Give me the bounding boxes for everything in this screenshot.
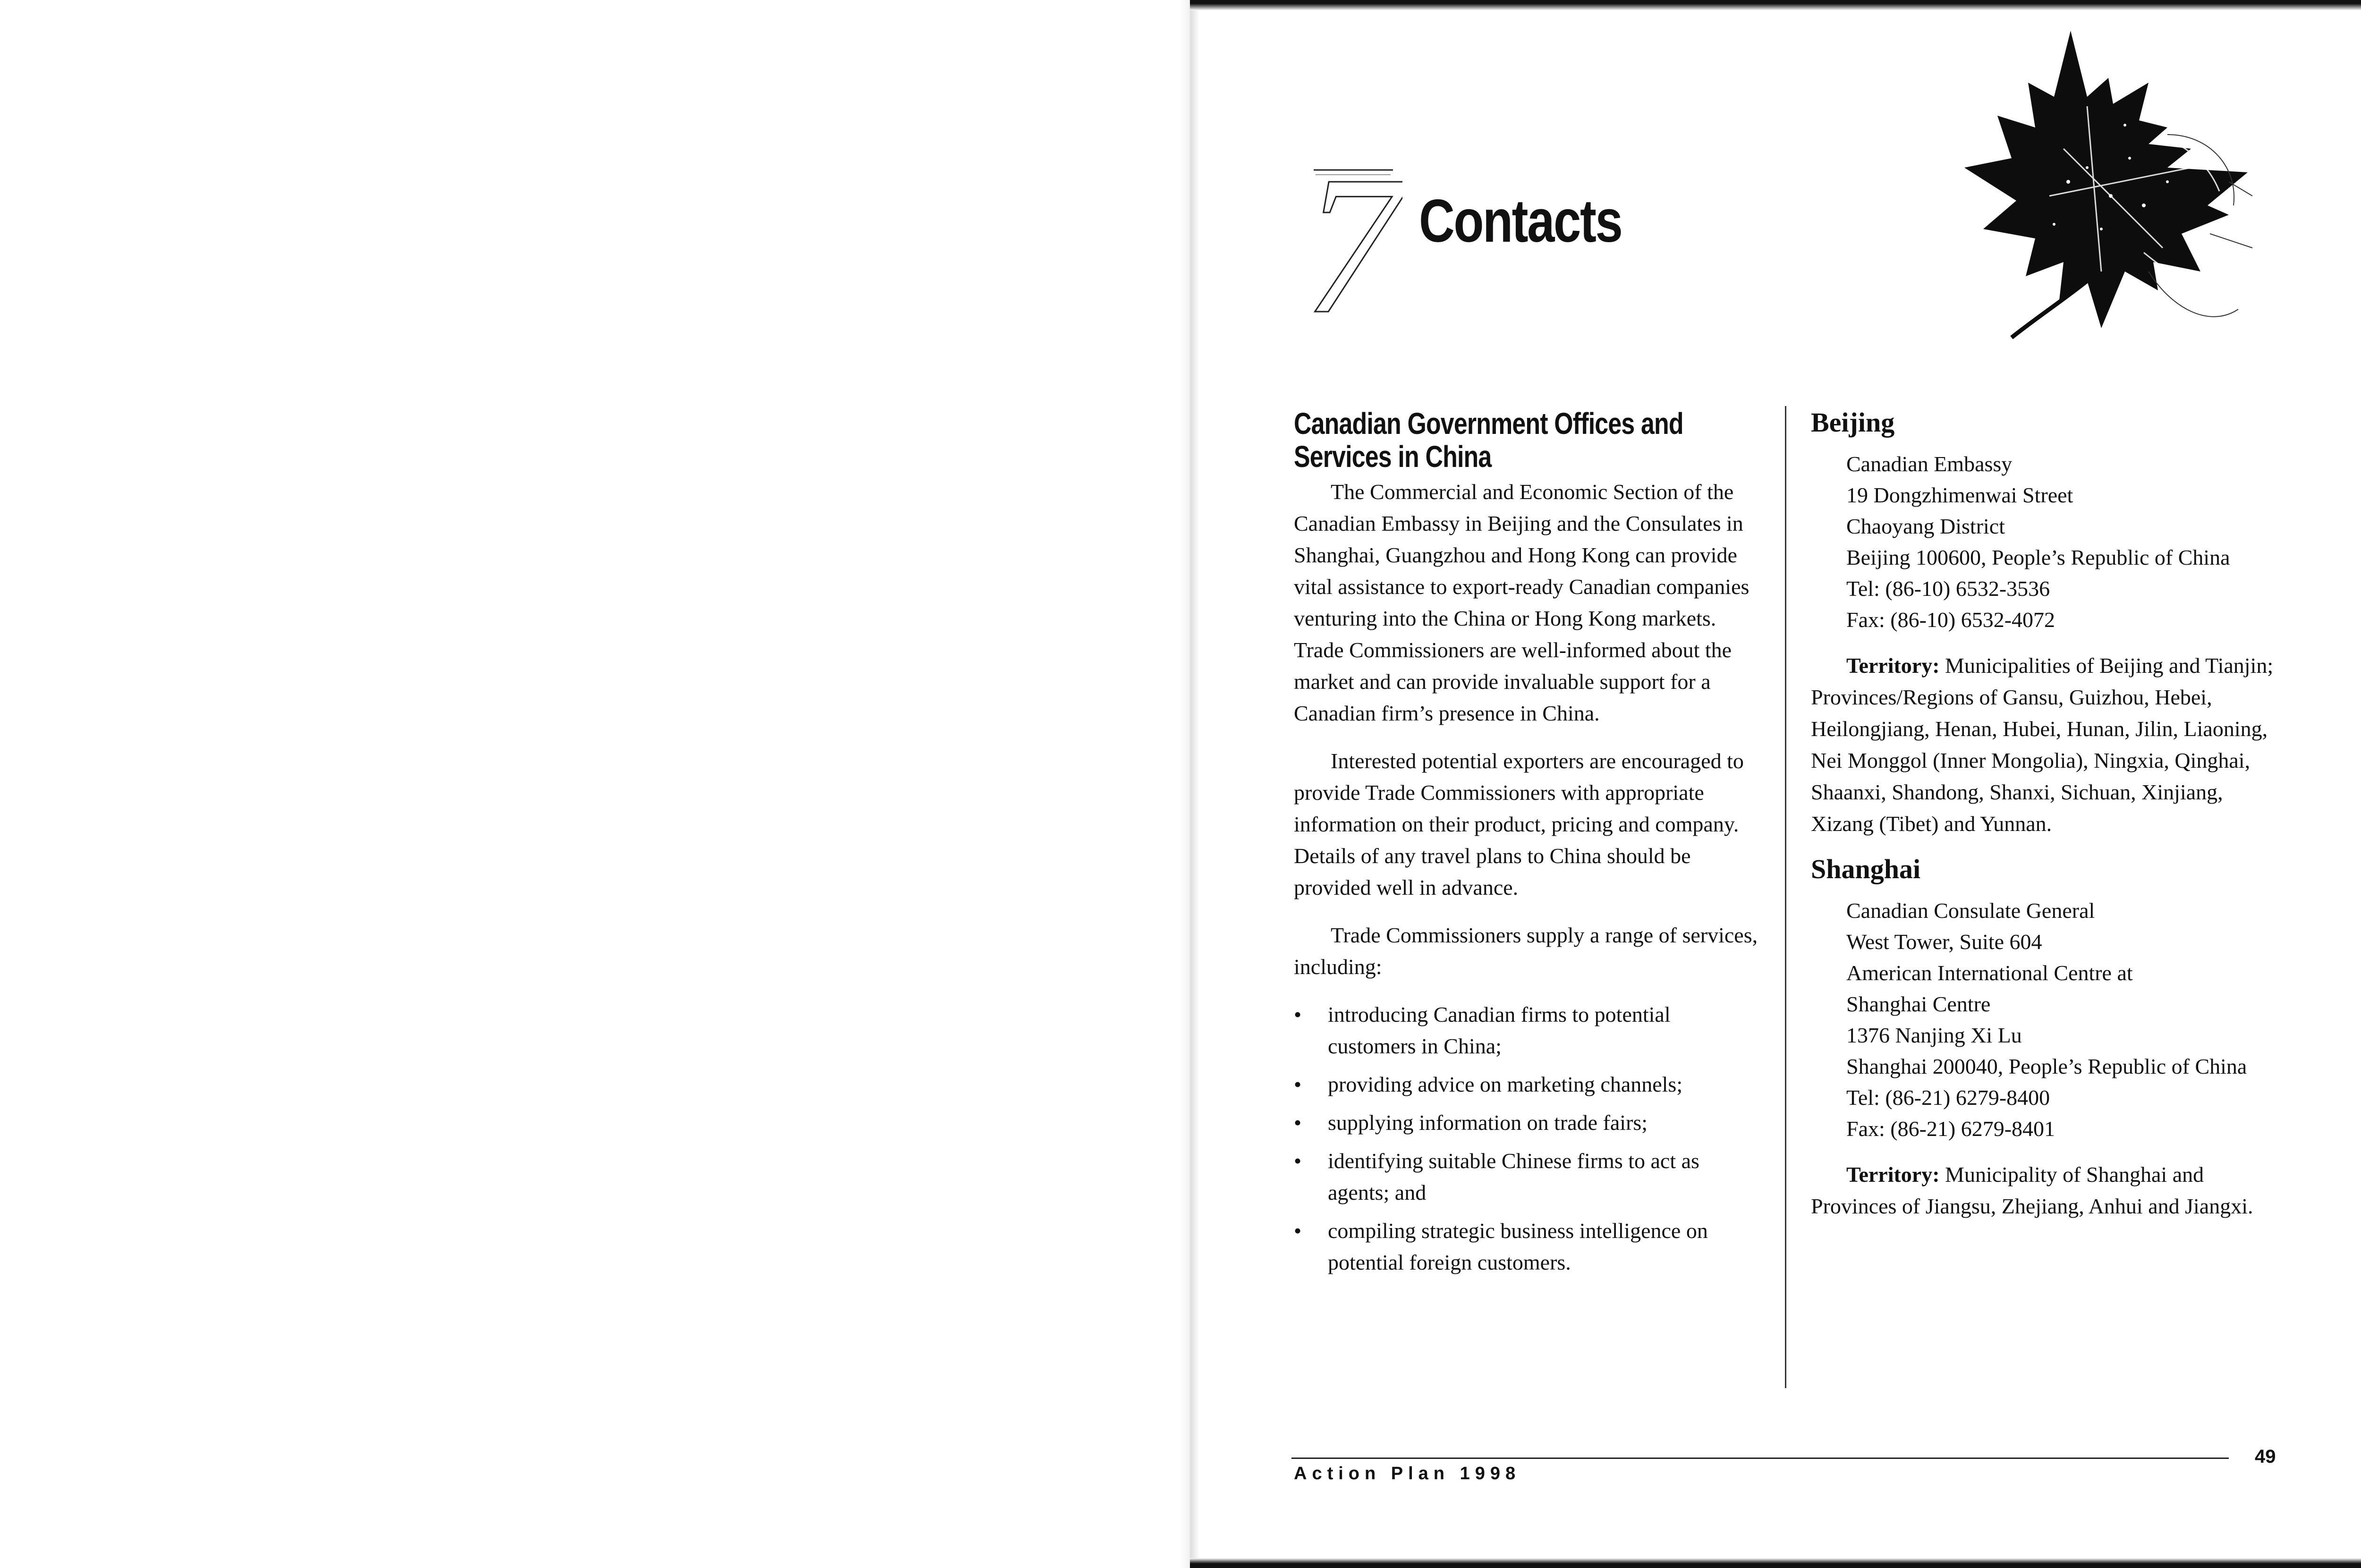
fax-line: Fax: (86-21) 6279-8401 xyxy=(1846,1117,2055,1141)
office-shanghai xyxy=(1811,854,2288,1222)
address-line: American International Centre at xyxy=(1846,961,2133,985)
address-line: Shanghai 200040, People’s Republic of China xyxy=(1846,1054,2247,1078)
exporters-paragraph: Interested potential exporters are encouraged to provide Trade Commissioners with appropriate information on their product, pricing and company. Details of any travel plans to China should be provided well in advance. xyxy=(1294,749,1744,899)
column-divider xyxy=(1785,406,1786,1388)
maple-leaf-icon xyxy=(1945,26,2257,347)
office-address xyxy=(1846,449,2288,636)
territory-text: Municipalities of Beijing and Tianjin; Provinces/Regions of Gansu, Guizhou, Hebei, Heilongjiang, Henan, Hubei, Hunan, Jilin, Liaoning, Nei Monggol (Inner Mongolia), Ningxia, Qinghai, Shaanxi, Shandong, Shanxi, Sichuan, Xinjiang, Xizang (Tibet) and Yunnan. xyxy=(1811,653,2274,836)
book-spine xyxy=(1180,0,1199,1568)
list-item: • introducing Canadian firms to potential customers in China; xyxy=(1294,999,1759,1062)
address-line: Shanghai Centre xyxy=(1846,992,1991,1016)
left-column xyxy=(1294,407,1759,1285)
list-item: • compiling strategic business intelligence on potential foreign customers. xyxy=(1294,1215,1759,1278)
phone-line: Tel: (86-21) 6279-8400 xyxy=(1846,1085,2050,1110)
intro-paragraph: The Commercial and Economic Section of the Canadian Embassy in Beijing and the Consulates in Shanghai, Guangzhou and Hong Kong can provide vital assistance to export-ready Canadian companies venturing into the China or Hong Kong markets. Trade Commissioners are well-informed about the market and can provide invaluable support for a Canadian firm’s presence in China. xyxy=(1294,480,1750,725)
fax-line: Fax: (86-10) 6532-4072 xyxy=(1846,608,2055,632)
territory-paragraph xyxy=(1811,1159,2288,1222)
page-bottom-edge xyxy=(1190,1558,2361,1568)
address-line: Canadian Embassy xyxy=(1846,452,2013,476)
list-item: • supplying information on trade fairs; xyxy=(1294,1107,1759,1138)
address-line: 19 Dongzhimenwai Street xyxy=(1846,483,2073,507)
address-line: West Tower, Suite 604 xyxy=(1846,930,2042,954)
list-item: • providing advice on marketing channels; xyxy=(1294,1068,1759,1100)
territory-paragraph xyxy=(1811,650,2288,839)
svg-text:7: 7 xyxy=(1303,156,1402,345)
page-top-edge xyxy=(1190,0,2361,10)
office-address xyxy=(1846,895,2288,1144)
list-item: • identifying suitable Chinese firms to act as agents; and xyxy=(1294,1145,1759,1208)
right-column xyxy=(1811,407,2288,1236)
footer-rule xyxy=(1291,1458,2229,1459)
address-line: Beijing 100600, People’s Republic of China xyxy=(1846,545,2230,569)
chapter-title: Contacts xyxy=(1419,187,1622,255)
services-intro-paragraph: Trade Commissioners supply a range of services, including: xyxy=(1294,923,1758,979)
footer-publication: Action Plan 1998 xyxy=(1294,1464,1521,1483)
address-line: Canadian Consulate General xyxy=(1846,898,2095,923)
territory-label: Territory: xyxy=(1846,653,1940,678)
city-heading: Beijing xyxy=(1811,407,1895,438)
territory-text: Municipality of Shanghai and Provinces of Jiangsu, Zhejiang, Anhui and Jiangxi. xyxy=(1811,1162,2253,1218)
phone-line: Tel: (86-10) 6532-3536 xyxy=(1846,576,2050,601)
office-beijing xyxy=(1811,407,2288,839)
address-line: Chaoyang District xyxy=(1846,514,2005,538)
section-heading: Canadian Government Offices and Services in China xyxy=(1294,407,1683,474)
territory-label: Territory: xyxy=(1846,1162,1940,1187)
chapter-number-7 xyxy=(1303,156,1402,345)
city-heading: Shanghai xyxy=(1811,854,1921,884)
services-list xyxy=(1294,999,1759,1278)
page-number: 49 xyxy=(2255,1446,2276,1467)
address-line: 1376 Nanjing Xi Lu xyxy=(1846,1023,2022,1047)
